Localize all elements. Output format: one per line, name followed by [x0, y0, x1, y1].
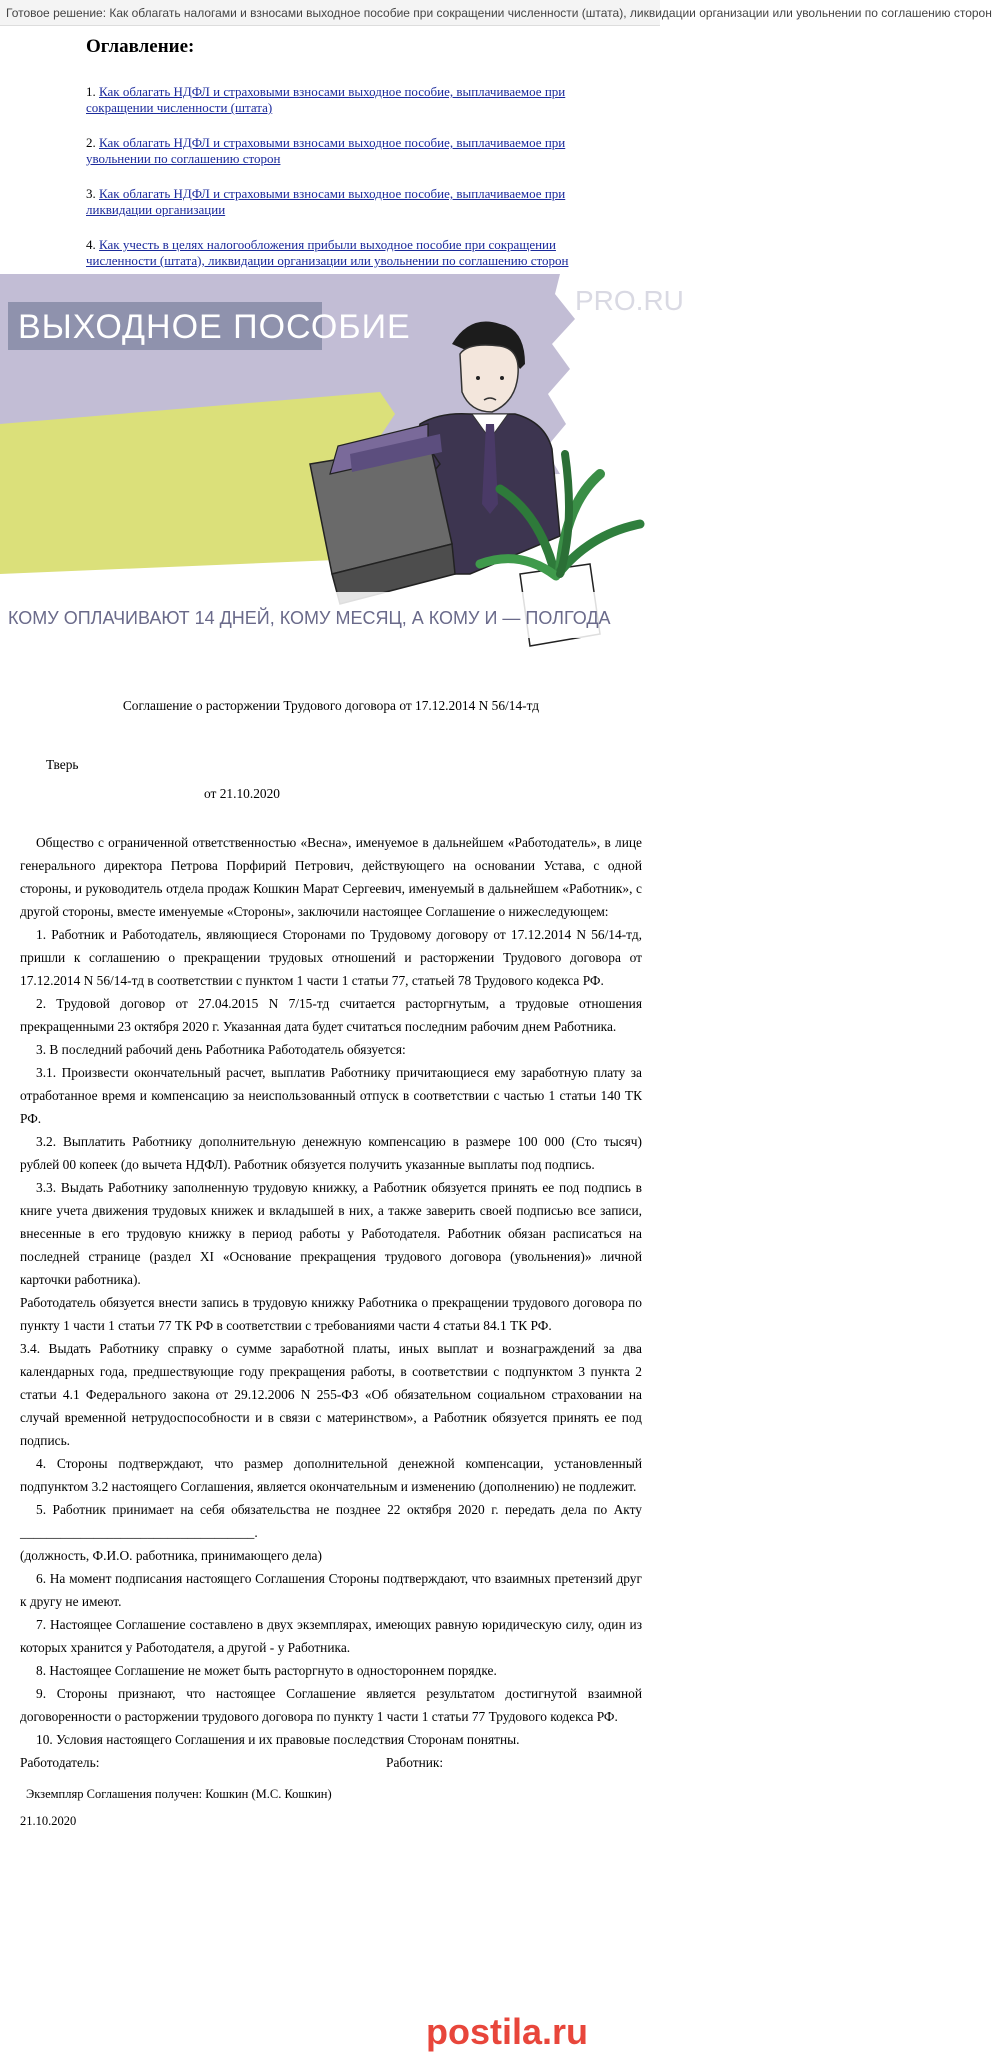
postila-logo-text: postila.ru: [426, 2011, 589, 2052]
banner-illustration: [0, 274, 684, 674]
agreement-document: [20, 694, 642, 1833]
receipt-line: Экземпляр Соглашения получен: Кошкин (М.С. Кошкин): [26, 1787, 332, 1801]
toc-link[interactable]: Как учесть в целях налогообложения прибыли выходное пособие при сокращении численности (штата), ликвидации организации или увольнении по соглашению сторон: [86, 237, 569, 268]
top-caption: Готовое решение: Как облагать налогами и взносами выходное пособие при сокращении численности (штата), ликвидации организации или увольнении по соглашению сторон: [0, 0, 660, 26]
document-paragraph: 3.3. Выдать Работнику заполненную трудовую книжку, а Работник обязуется принять ее под подпись в книге учета движения трудовых книжек и вкладышей в них, а также заверить своей подписью все записи, внесенные в его трудовую книжку в период работы у Работодателя. Работник обязан расписаться на последней странице (раздел XI «Основание прекращения трудового договора (увольнения)» личной карточки работника).: [20, 1180, 642, 1287]
document-paragraph: 5. Работник принимает на себя обязательства не позднее 22 октября 2020 г. передать дела по Акту ___________________________________.: [20, 1502, 642, 1540]
toc-item[interactable]: [86, 186, 596, 218]
document-title: Соглашение о расторжении Трудового договора от 17.12.2014 N 56/14-тд: [122, 698, 540, 713]
postila-logo: [418, 2000, 658, 2060]
document-city: Тверь: [46, 757, 79, 772]
document-paragraph: 6. На момент подписания настоящего Соглашения Стороны подтверждают, что взаимных претензий друг к другу не имеют.: [20, 1571, 642, 1609]
document-paragraph: 4. Стороны подтверждают, что размер дополнительной денежной компенсации, установленный подпунктом 3.2 настоящего Соглашения, является окончательным и изменению (дополнению) не подлежит.: [20, 1456, 642, 1494]
toc-item[interactable]: [86, 84, 596, 116]
document-paragraph: 7. Настоящее Соглашение составлено в двух экземплярах, имеющих равную юридическую силу, один из которых хранится у Работодателя, а другой - у Работника.: [20, 1617, 642, 1655]
toc-item[interactable]: [86, 135, 596, 167]
document-paragraph: 3.4. Выдать Работнику справку о сумме заработной платы, иных выплат и вознаграждений за два календарных года, предшествующие году прекращения работы, в соответствии с подпунктом 3 пункта 2 статьи 4.1 Федерального закона от 29.12.2006 N 255-ФЗ «Об обязательном социальном страховании на случай временной нетрудоспособности и в связи с материнством», а Работник обязуется принять ее под подпись.: [20, 1341, 642, 1448]
document-paragraph: 10. Условия настоящего Соглашения и их правовые последствия Сторонам понятны.: [36, 1732, 520, 1747]
toc-item-number: 3.: [86, 186, 96, 201]
banner-watermark: PRO.RU: [575, 285, 684, 316]
toc-item-number: 2.: [86, 135, 96, 150]
document-paragraph: 3.2. Выплатить Работнику дополнительную денежную компенсацию в размере 100 000 (Сто тысяч) рублей 00 копеек (до вычета НДФЛ). Работник обязуется получить указанные выплаты под подпись.: [20, 1134, 642, 1172]
employee-label: Работник:: [386, 1755, 444, 1770]
document-paragraph: (должность, Ф.И.О. работника, принимающего дела): [20, 1548, 322, 1563]
employer-label: Работодатель:: [20, 1755, 100, 1770]
banner-subtitle: КОМУ ОПЛАЧИВАЮТ 14 ДНЕЙ, КОМУ МЕСЯЦ, А КОМУ И — ПОЛГОДА: [8, 608, 611, 628]
document-paragraph: 1. Работник и Работодатель, являющиеся Сторонами по Трудовому договору от 17.12.2014 N 56/14-тд, пришли к соглашению о прекращении трудовых отношений и расторжении Трудового договора от 17.12.2014 N 56/14-тд в соответствии с пунктом 1 части 1 статьи 77, статьей 78 Трудового кодекса РФ.: [20, 927, 642, 988]
banner-title: ВЫХОДНОЕ ПОСОБИЕ: [18, 308, 411, 346]
signature-row: [20, 1751, 642, 1775]
toc-link[interactable]: Как облагать НДФЛ и страховыми взносами выходное пособие, выплачиваемое при сокращении численности (штата): [86, 84, 566, 115]
severance-banner: [0, 274, 684, 674]
table-of-contents: [86, 36, 596, 288]
document-paragraph: 2. Трудовой договор от 27.04.2015 N 7/15-тд считается расторгнутым, а трудовые отношения прекращенными 23 октября 2020 г. Указанная дата будет считаться последним рабочим днем Работника.: [20, 996, 642, 1034]
toc-heading: Оглавление:: [86, 36, 195, 57]
toc-link[interactable]: Как облагать НДФЛ и страховыми взносами выходное пособие, выплачиваемое при ликвидации организации: [86, 186, 566, 217]
document-paragraph: 8. Настоящее Соглашение не может быть расторгнуто в одностороннем порядке.: [36, 1663, 497, 1678]
document-paragraph: Работодатель обязуется внести запись в трудовую книжку Работника о прекращении трудового договора по пункту 1 части 1 статьи 77 ТК РФ в соответствии с требованиями части 4 статьи 84.1 ТК РФ.: [20, 1295, 642, 1333]
document-date: от 21.10.2020: [204, 786, 280, 801]
document-paragraph: 9. Стороны признают, что настоящее Соглашение является результатом достигнутой взаимной договоренности о расторжении трудового договора по пункту 1 части 1 статьи 77 Трудового кодекса РФ.: [20, 1686, 642, 1724]
document-paragraph: 3.1. Произвести окончательный расчет, выплатив Работнику причитающиеся ему заработную плату за отработанное время и компенсацию за неиспользованный отпуск в соответствии с частью 1 статьи 140 ТК РФ.: [20, 1065, 642, 1126]
toc-link[interactable]: Как облагать НДФЛ и страховыми взносами выходное пособие, выплачиваемое при увольнении по соглашению сторон: [86, 135, 566, 166]
receipt-date: 21.10.2020: [20, 1814, 77, 1828]
document-paragraph: Общество с ограниченной ответственностью «Весна», именуемое в дальнейшем «Работодатель», в лице генерального директора Петрова Порфирий Петрович, действующего на основании Устава, с одной стороны, и руководитель отдела продаж Кошкин Марат Сергеевич, именуемый в дальнейшем «Работник», с другой стороны, вместе именуемые «Стороны», заключили настоящее Соглашение о нижеследующем:: [20, 835, 642, 919]
toc-item-number: 4.: [86, 237, 96, 252]
toc-item-number: 1.: [86, 84, 96, 99]
document-paragraph: 3. В последний рабочий день Работника Работодатель обязуется:: [36, 1042, 406, 1057]
toc-item[interactable]: [86, 237, 596, 269]
